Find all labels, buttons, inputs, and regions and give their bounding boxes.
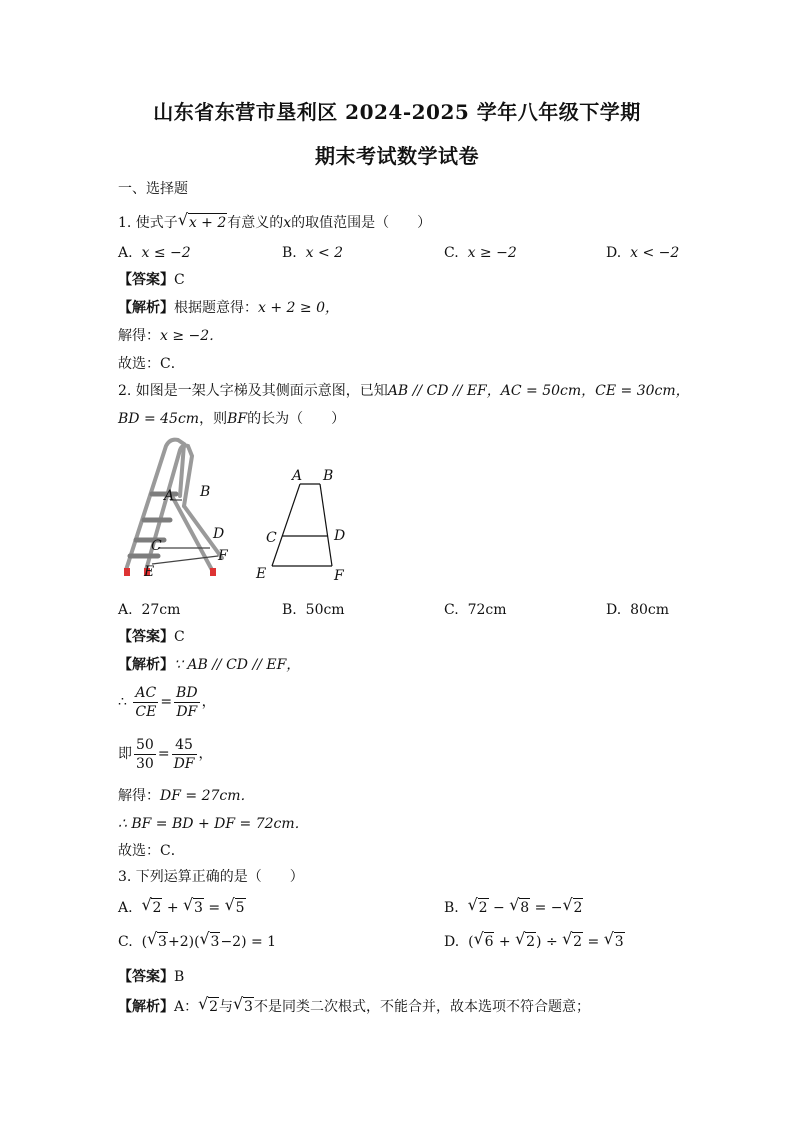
q3-option-d: D. (√ 6 + √ 2) ÷ √ 2 = √ 3 (444, 932, 625, 952)
segment-bf (320, 484, 332, 566)
photo-label-d: D (213, 526, 225, 542)
q1-suffix-a: 有意义的 (227, 215, 284, 231)
q2-option-d: D. 80cm (606, 602, 670, 618)
fraction-50-30: $\frac{50}{30}$ (136, 736, 154, 772)
photo-label-e: E (144, 564, 155, 580)
diagram-label-d: D (334, 528, 346, 544)
q3-answer: 【答案】B (118, 969, 185, 985)
q3-analysis: 【解析】A：√ 2与√ 3不是同类二次根式，不能合并，故本选项不符合题意； (118, 997, 590, 1017)
q1-solve: 解得：x ≥ −2． (118, 328, 224, 344)
q2-ratio-line: ∴ $\frac{AC}{CE}$ = $\frac{BD}{DF}$ ， (118, 684, 216, 720)
q2-option-c: C. 72cm (444, 602, 507, 618)
q3-option-b: B. √ 2 − √ 8 = −√ 2 (444, 898, 583, 918)
diagram-label-b: B (323, 468, 334, 484)
sqrt-expression (179, 213, 227, 233)
q2-stem-line1: 2. 如图是一架人字梯及其侧面示意图，已知AB // CD // EF，AC = 50cm，CE = 30cm， (118, 383, 690, 399)
diagram-label-a: A (292, 468, 303, 484)
fraction-bd-df: $\frac{BD}{DF}$ (176, 684, 198, 720)
q2-option-b: B. 50cm (282, 602, 345, 618)
q2-analysis: 【解析】∵ AB // CD // EF， (118, 657, 301, 673)
diagram-label-e: E (256, 566, 267, 582)
exam-title-line2: 期末考试数学试卷 (315, 144, 479, 168)
photo-label-a: A (164, 488, 175, 504)
segment-ae (272, 484, 300, 566)
q2-option-a: A. 27cm (118, 602, 181, 618)
q2-stem-line2: BD = 45cm，则BF的长为（ ） (118, 411, 346, 427)
q2-answer: 【答案】C (118, 629, 185, 645)
q1-answer: 【答案】C (118, 272, 185, 288)
photo-label-f: F (218, 548, 228, 564)
q2-solve: 解得：DF = 27cm． (118, 788, 255, 804)
photo-label-c: C (151, 538, 162, 554)
q3-option-a: A. √ 2 + √ 3 = √ 5 (118, 898, 246, 918)
q1-radicand: x + 2 (188, 215, 227, 231)
q1-option-a: A. x ≤ −2 (118, 245, 191, 261)
q1-option-b: B. x < 2 (282, 245, 344, 261)
q1-option-c: C. x ≥ −2 (444, 245, 517, 261)
q3-option-c: C. (√ 3+2)(√ 3−2) = 1 (118, 932, 276, 952)
diagram-label-c: C (266, 530, 277, 546)
q2-substitute-line: 即 $\frac{50}{30}$ = $\frac{45}{DF}$ ， (118, 736, 213, 772)
q1-choose: 故选：C． (118, 356, 185, 372)
q1-suffix-b: 的取值范围是（ ） (291, 215, 432, 231)
q2-choose: 故选：C． (118, 843, 185, 859)
section-heading: 一、选择题 (118, 181, 188, 197)
ladder-feet (124, 568, 216, 576)
q1-var: x (283, 215, 292, 231)
fraction-ac-ce: $\frac{AC}{CE}$ (135, 684, 157, 720)
q3-stem: 3. 下列运算正确的是（ ） (118, 869, 304, 885)
ladder-photo (118, 436, 246, 588)
q1-option-d: D. x < −2 (606, 245, 680, 261)
q1-prefix: 1. 使式子 (118, 215, 178, 231)
photo-label-b: B (200, 484, 211, 500)
q1-stem (118, 213, 431, 233)
exam-title-line1: 山东省东营市垦利区 2024-2025 学年八年级下学期 (153, 100, 641, 124)
q2-bf-line: ∴ BF = BD + DF = 72cm． (118, 816, 309, 832)
q1-analysis: 【解析】根据题意得：x + 2 ≥ 0， (118, 300, 339, 316)
fraction-45-df: $\frac{45}{DF}$ (173, 736, 195, 772)
trapezoid-diagram (252, 464, 356, 584)
diagram-label-f: F (334, 568, 344, 584)
